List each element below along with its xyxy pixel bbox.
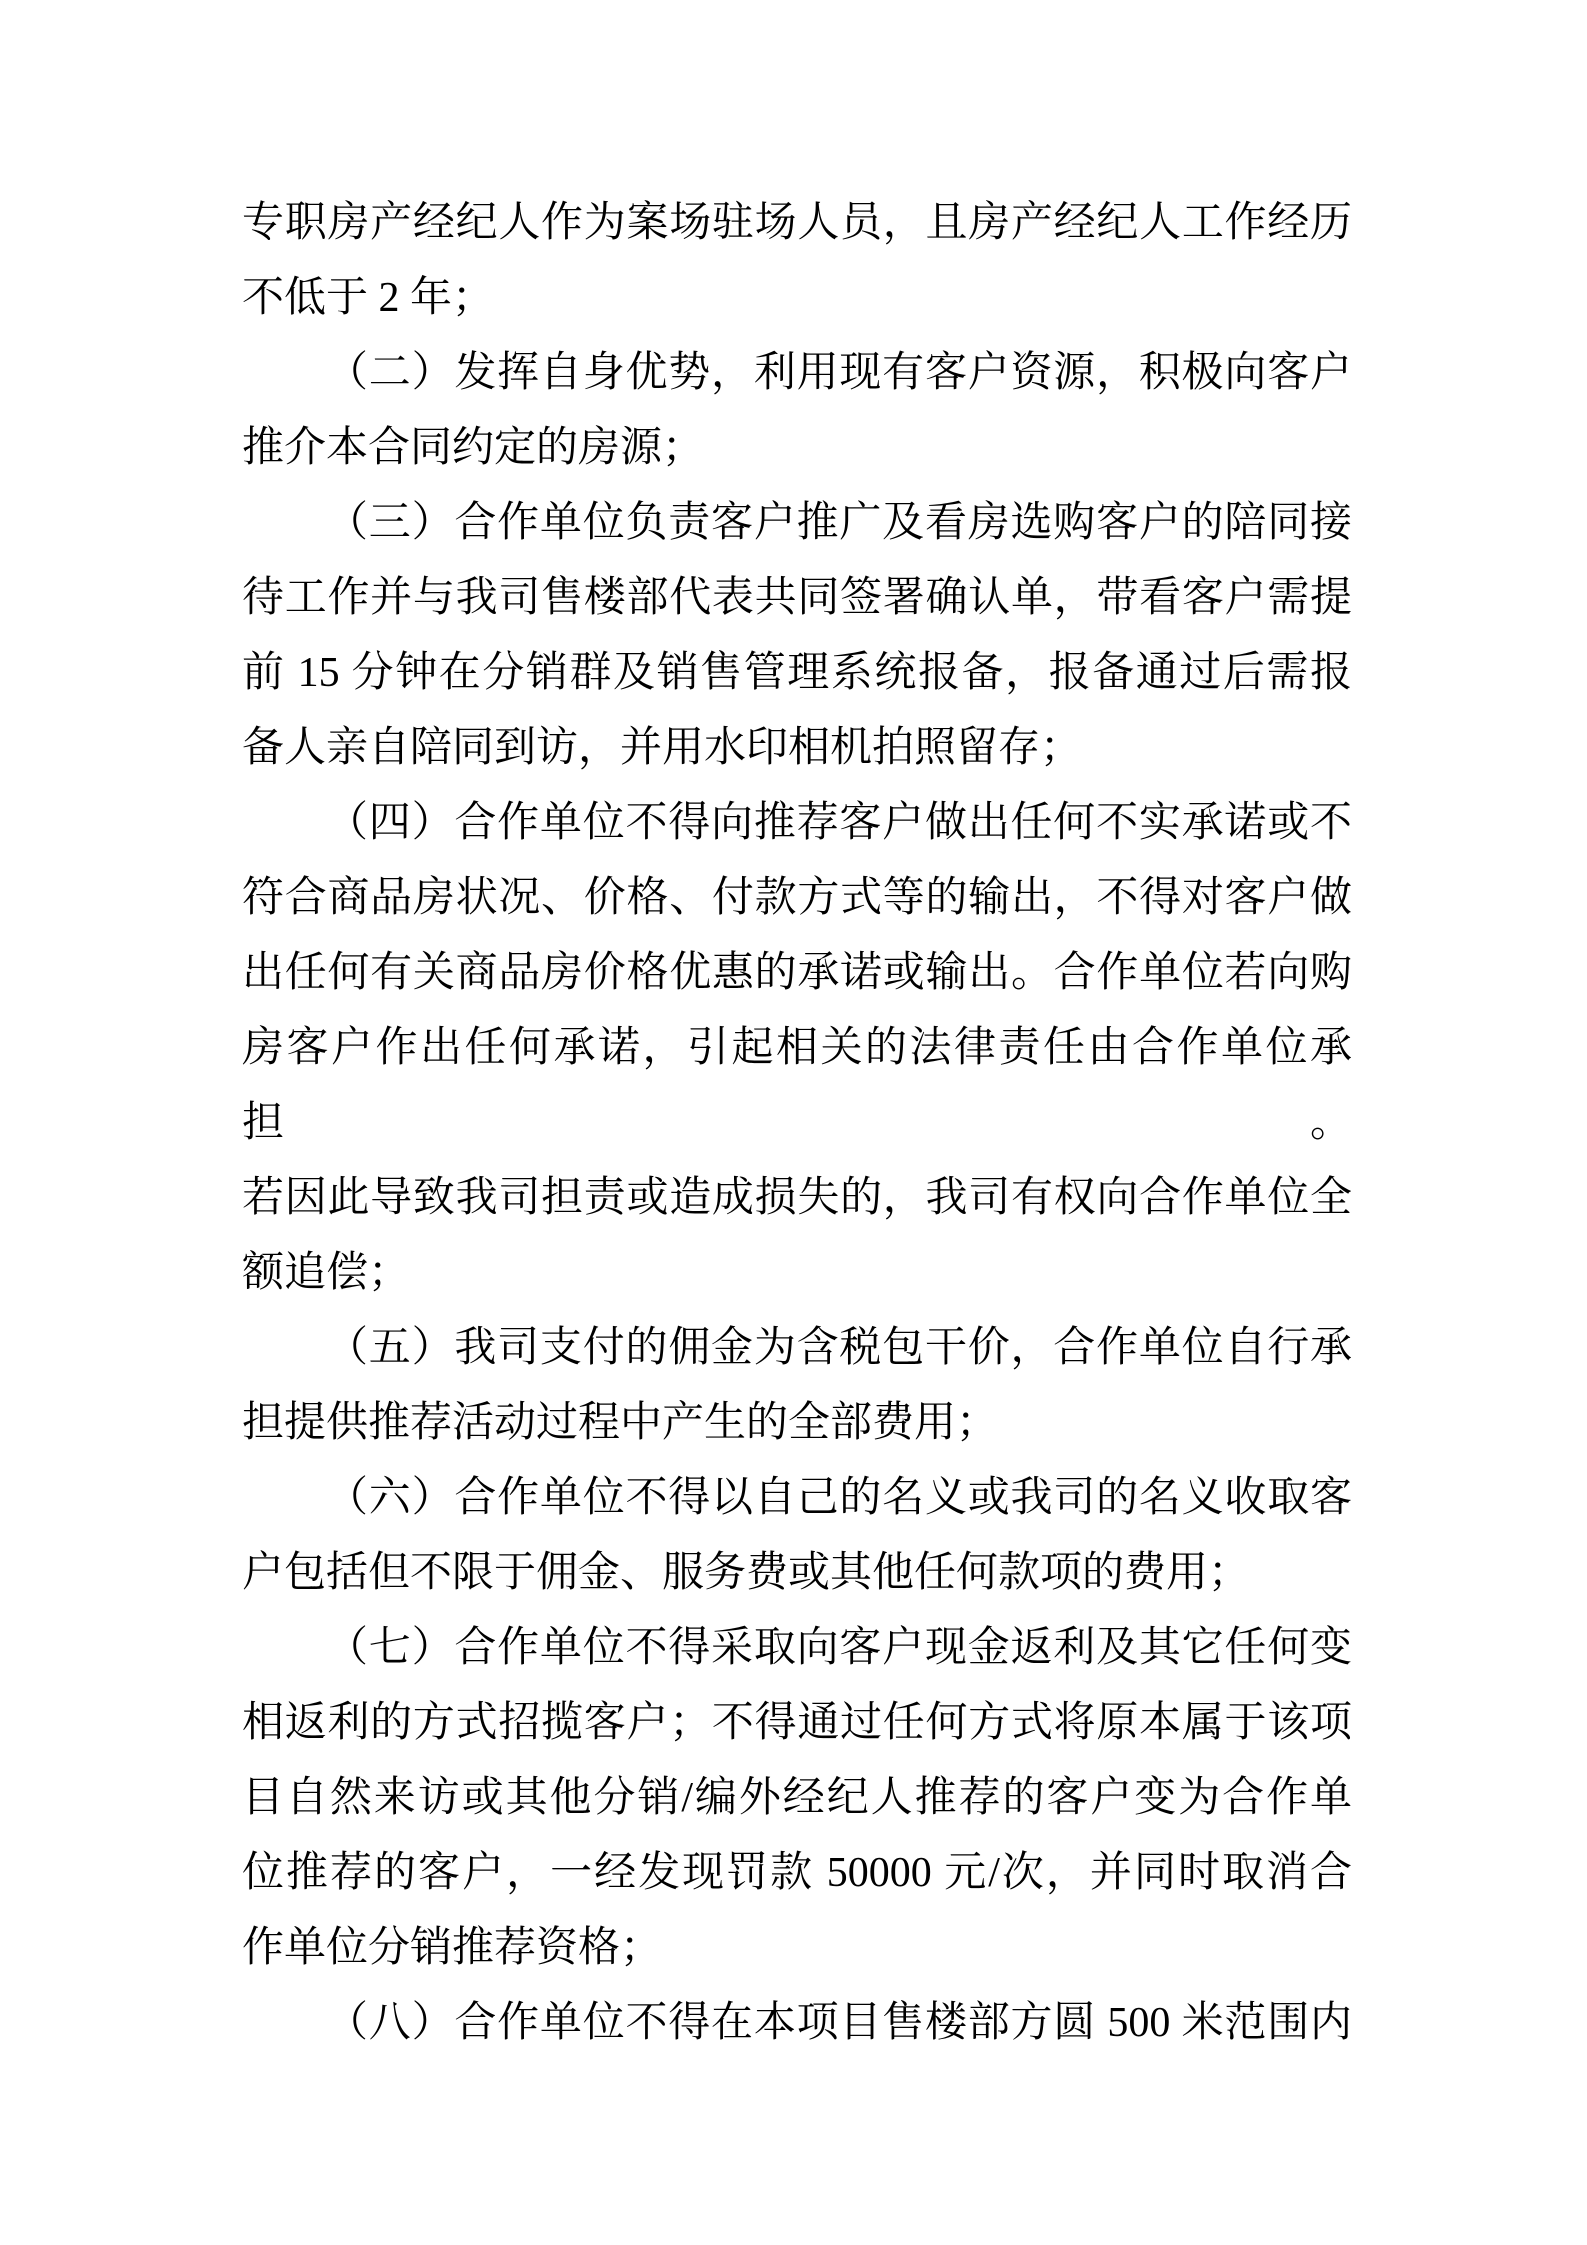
text-line: （三）合作单位负责客户推广及看房选购客户的陪同接: [326, 500, 1352, 546]
text-line: （八）合作单位不得在本项目售楼部方圆 500 米范围内: [326, 2000, 1352, 2046]
text-line: 作单位分销推荐资格；: [242, 1925, 663, 1971]
text-line: 符合商品房状况、价格、付款方式等的输出，不得对客户做: [242, 875, 1352, 921]
text-line: （四）合作单位不得向推荐客户做出任何不实承诺或不: [326, 800, 1352, 846]
text-line: 若因此导致我司担责或造成损失的，我司有权向合作单位全: [242, 1175, 1352, 1221]
text-line: 备人亲自陪同到访，并用水印相机拍照留存；: [242, 725, 1083, 771]
text-line: 相返利的方式招揽客户；不得通过任何方式将原本属于该项: [242, 1700, 1352, 1746]
text-line: 户包括但不限于佣金、服务费或其他任何款项的费用；: [242, 1550, 1251, 1596]
text-line: （七）合作单位不得采取向客户现金返利及其它任何变: [326, 1625, 1352, 1671]
text-line: 推介本合同约定的房源；: [242, 425, 705, 471]
contract-text-block: [242, 186, 1352, 2061]
text-line: 目自然来访或其他分销/编外经纪人推荐的客户变为合作单: [242, 1775, 1352, 1821]
text-line: 房客户作出任何承诺，引起相关的法律责任由合作单位承担。: [242, 1025, 1352, 1146]
text-line: 不低于 2 年；: [242, 275, 495, 321]
text-line: （六）合作单位不得以自己的名义或我司的名义收取客: [326, 1475, 1352, 1521]
text-line: （五）我司支付的佣金为含税包干价，合作单位自行承: [326, 1325, 1352, 1371]
text-line: 专职房产经纪人作为案场驻场人员，且房产经纪人工作经历: [242, 200, 1352, 246]
text-line: 担提供推荐活动过程中产生的全部费用；: [242, 1400, 999, 1446]
text-line: 额追偿；: [242, 1250, 411, 1296]
text-line: 待工作并与我司售楼部代表共同签署确认单，带看客户需提: [242, 575, 1352, 621]
text-line: 位推荐的客户，一经发现罚款 50000 元/次，并同时取消合: [242, 1850, 1352, 1896]
text-line: （二）发挥自身优势，利用现有客户资源，积极向客户: [326, 350, 1352, 396]
text-line: 前 15 分钟在分销群及销售管理系统报备，报备通过后需报: [242, 650, 1352, 696]
text-line: 出任何有关商品房价格优惠的承诺或输出。合作单位若向购: [242, 950, 1352, 996]
